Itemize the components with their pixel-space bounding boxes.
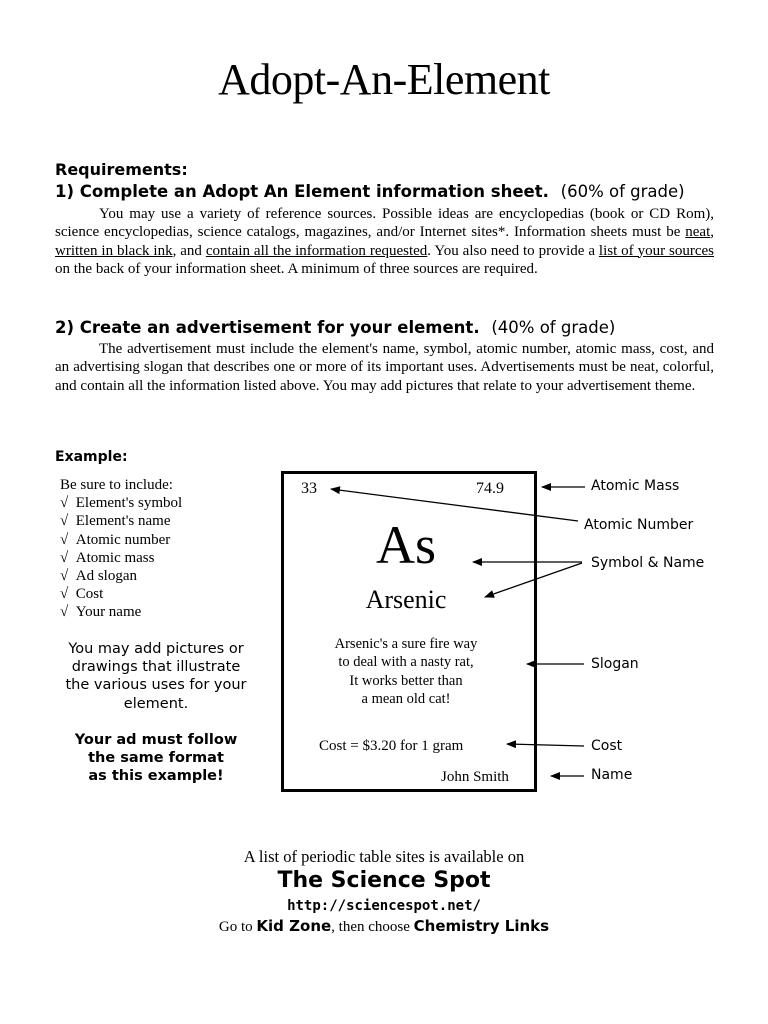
science-spot-title: The Science Spot xyxy=(277,868,491,893)
label-atomic-mass: Atomic Mass xyxy=(591,478,680,494)
req1-underline-list: list of your sources xyxy=(598,242,714,259)
kid-zone-link[interactable]: Kid Zone xyxy=(256,917,332,935)
card-atomic-mass: 74.9 xyxy=(476,480,504,497)
arrow-cost xyxy=(507,744,584,746)
card-atomic-number: 33 xyxy=(301,480,317,497)
pictures-note-line: element. xyxy=(123,695,189,712)
format-note-line: as this example! xyxy=(88,768,224,785)
page-title: Adopt-An-Element xyxy=(218,55,550,104)
card-slogan-line: to deal with a nasty rat, xyxy=(338,654,474,671)
goto-prefix: Go to xyxy=(218,919,257,935)
format-note-line: the same format xyxy=(88,750,224,767)
checklist-item-label: Element's symbol xyxy=(75,495,183,512)
requirements-heading: Requirements: xyxy=(55,160,188,179)
card-symbol: As xyxy=(375,515,436,575)
chemistry-links-link[interactable]: Chemistry Links xyxy=(413,917,550,935)
requirement-1-grade: (60% of grade) xyxy=(560,182,685,201)
label-name: Name xyxy=(591,767,633,783)
label-symbol-name: Symbol & Name xyxy=(591,555,705,571)
label-cost: Cost xyxy=(591,738,623,754)
requirement-1-number: 1) xyxy=(55,182,75,201)
example-label: Example: xyxy=(55,449,128,465)
req1-underline-neat: neat xyxy=(685,224,711,241)
site-url[interactable]: http://sciencespot.net/ xyxy=(287,898,481,914)
requirement-2-number: 2) xyxy=(55,318,75,337)
checklist-item-label: Ad slogan xyxy=(75,568,137,585)
checklist-item-label: Cost xyxy=(75,586,104,603)
req1-text-b: . You also need to provide a xyxy=(427,242,599,259)
check-icon: √ xyxy=(60,568,69,585)
req1-underline-contain: contain all the information requested xyxy=(205,242,428,259)
checklist-item-label: Element's name xyxy=(75,513,171,530)
goto-mid: , then choose xyxy=(331,919,414,935)
check-icon: √ xyxy=(60,513,69,530)
card-slogan-line: Arsenic's a sure fire way xyxy=(334,636,478,652)
checklist-item-label: Atomic number xyxy=(75,531,171,548)
label-atomic-number: Atomic Number xyxy=(584,517,694,533)
check-icon: √ xyxy=(60,586,69,603)
check-icon: √ xyxy=(60,531,69,548)
requirement-2-paragraph: The advertisement must include the element's name, symbol, atomic number, atomic mass, cost, and an advertising slogan that describes one or more of its important uses. Advertisements must be neat, colorful, and contain all the information listed above. You may add pictures that relate to your advertisement theme. xyxy=(55,341,714,394)
requirement-1-title: Complete an Adopt An Element information sheet. xyxy=(79,182,549,201)
card-element-name: Arsenic xyxy=(365,585,447,614)
checklist-item-label: Your name xyxy=(75,604,142,621)
req1-underline-ink: written in black ink xyxy=(55,242,173,259)
req1-text-a: You may use a variety of reference sources. Possible ideas are encyclopedias (book or CD Rom), science encyclopedias, science catalogs, magazines, and/or Internet sites*. Information sheets must be xyxy=(55,206,714,241)
requirement-2-grade: (40% of grade) xyxy=(491,318,616,337)
label-slogan: Slogan xyxy=(591,656,639,672)
pictures-note-line: drawings that illustrate xyxy=(71,659,241,676)
card-author: John Smith xyxy=(441,769,509,785)
requirement-2-title: Create an advertisement for your element. xyxy=(79,318,480,337)
req1-sep-2: , and xyxy=(172,242,206,259)
req1-text-c: on the back of your information sheet. A minimum of three sources are required. xyxy=(55,260,538,277)
card-slogan-line: a mean old cat! xyxy=(361,691,451,708)
checklist-item-label: Atomic mass xyxy=(75,549,155,566)
req1-sep-1: , xyxy=(710,224,714,241)
card-cost: Cost = $3.20 for 1 gram xyxy=(319,738,464,754)
arrow-name xyxy=(485,563,582,597)
footer-line: A list of periodic table sites is available on xyxy=(243,847,525,866)
check-icon: √ xyxy=(60,604,69,621)
check-icon: √ xyxy=(60,549,69,566)
format-note-line: Your ad must follow xyxy=(74,732,238,748)
pictures-note-line: the various uses for your xyxy=(65,677,247,694)
checklist-intro: Be sure to include: xyxy=(60,477,173,493)
pictures-note-line: You may add pictures or xyxy=(68,641,244,657)
arrow-atomic-number xyxy=(331,489,578,521)
goto-instructions xyxy=(0,917,768,936)
check-icon: √ xyxy=(60,495,69,512)
card-slogan-line: It works better than xyxy=(349,672,463,689)
